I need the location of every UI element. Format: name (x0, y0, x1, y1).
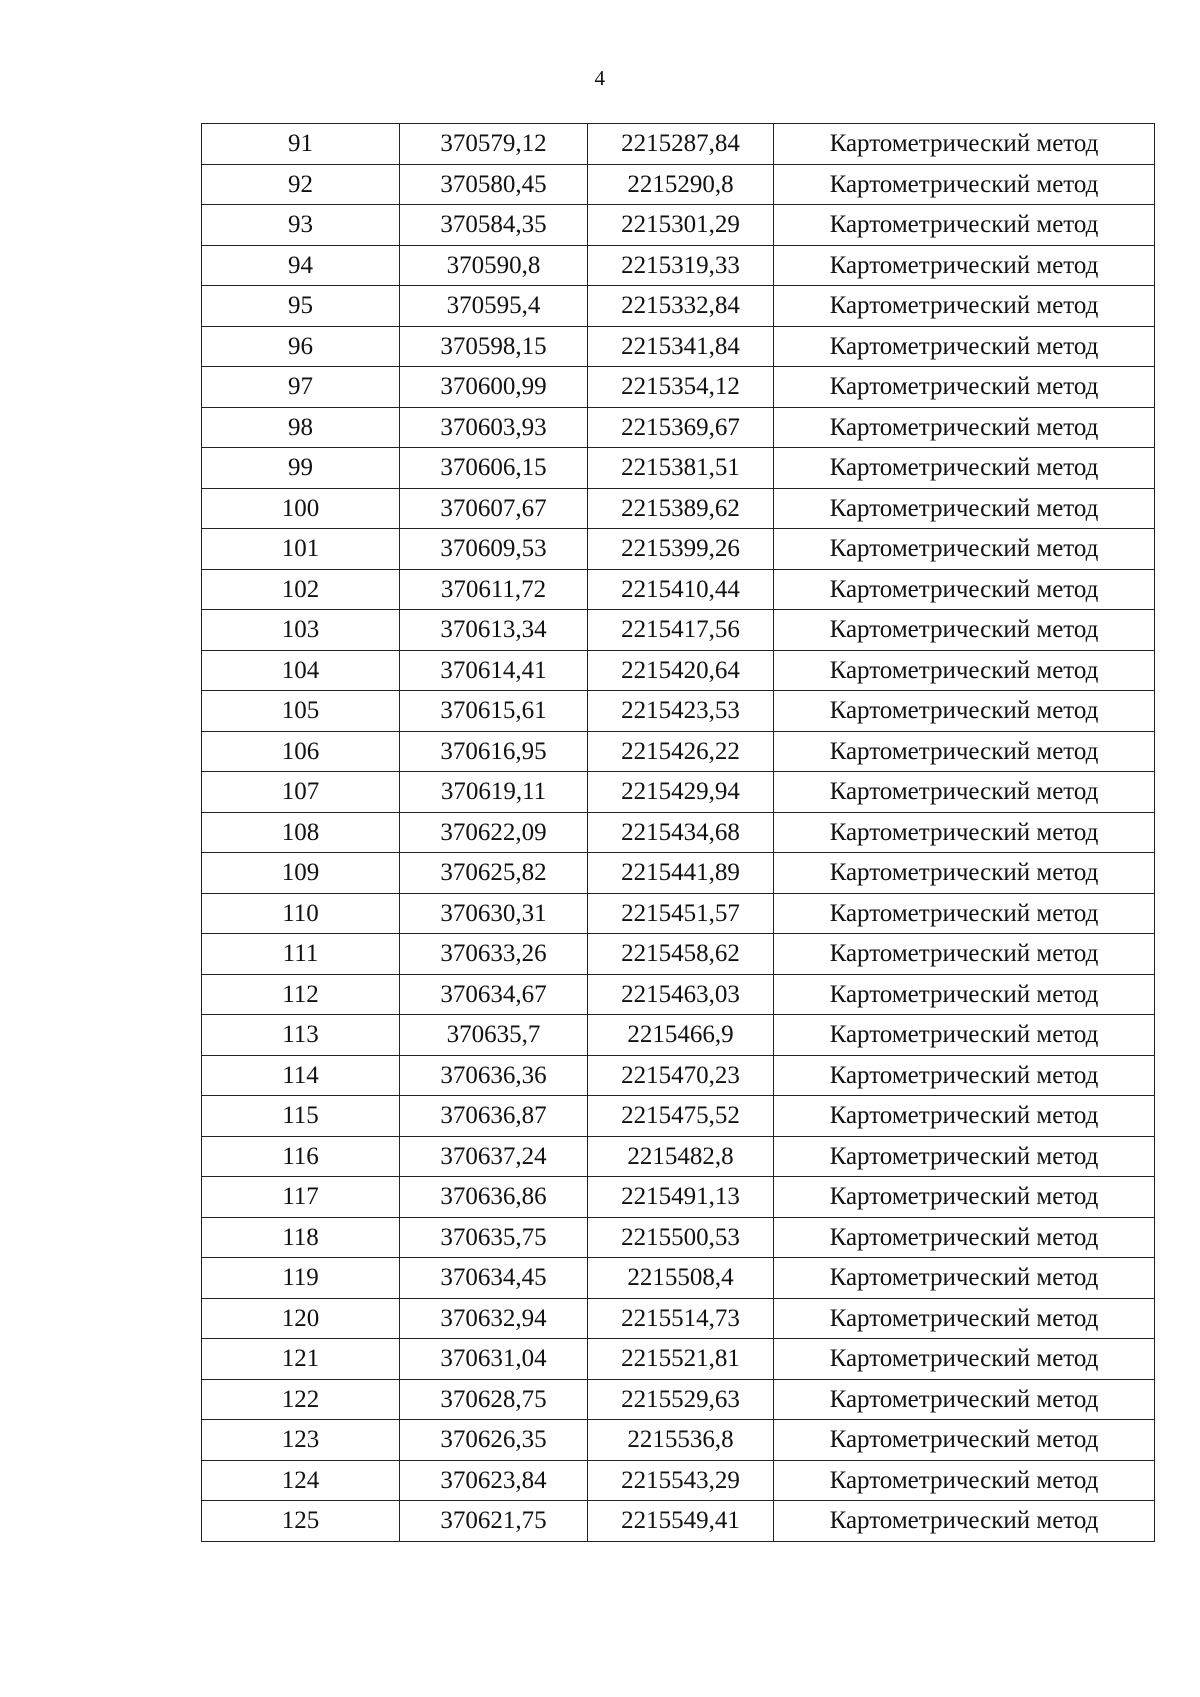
x-coordinate-cell: 370625,82 (400, 853, 588, 894)
x-coordinate-cell: 370607,67 (400, 488, 588, 529)
table-row (202, 691, 1155, 732)
x-coordinate-cell: 370616,95 (400, 731, 588, 772)
table-row (202, 286, 1155, 327)
point-number-cell: 101 (202, 529, 400, 570)
y-coordinate-cell: 2215319,33 (588, 245, 774, 286)
x-coordinate-cell: 370631,04 (400, 1339, 588, 1380)
table-row (202, 1460, 1155, 1501)
point-number-cell: 120 (202, 1298, 400, 1339)
point-number-cell: 97 (202, 367, 400, 408)
method-cell: Картометрический метод (774, 650, 1155, 691)
point-number-cell: 94 (202, 245, 400, 286)
point-number-cell: 99 (202, 448, 400, 489)
table-row (202, 1136, 1155, 1177)
x-coordinate-cell: 370632,94 (400, 1298, 588, 1339)
table-row (202, 934, 1155, 975)
table-body (202, 124, 1155, 1542)
method-cell: Картометрический метод (774, 1015, 1155, 1056)
method-cell: Картометрический метод (774, 893, 1155, 934)
table-row (202, 1420, 1155, 1461)
point-number-cell: 106 (202, 731, 400, 772)
point-number-cell: 125 (202, 1501, 400, 1542)
y-coordinate-cell: 2215536,8 (588, 1420, 774, 1461)
method-cell: Картометрический метод (774, 691, 1155, 732)
y-coordinate-cell: 2215417,56 (588, 610, 774, 651)
y-coordinate-cell: 2215549,41 (588, 1501, 774, 1542)
y-coordinate-cell: 2215287,84 (588, 124, 774, 165)
x-coordinate-cell: 370598,15 (400, 326, 588, 367)
table-row (202, 205, 1155, 246)
x-coordinate-cell: 370635,75 (400, 1217, 588, 1258)
table-row (202, 1258, 1155, 1299)
point-number-cell: 109 (202, 853, 400, 894)
method-cell: Картометрический метод (774, 731, 1155, 772)
x-coordinate-cell: 370579,12 (400, 124, 588, 165)
y-coordinate-cell: 2215466,9 (588, 1015, 774, 1056)
y-coordinate-cell: 2215332,84 (588, 286, 774, 327)
y-coordinate-cell: 2215301,29 (588, 205, 774, 246)
y-coordinate-cell: 2215463,03 (588, 974, 774, 1015)
method-cell: Картометрический метод (774, 407, 1155, 448)
point-number-cell: 122 (202, 1379, 400, 1420)
y-coordinate-cell: 2215290,8 (588, 164, 774, 205)
y-coordinate-cell: 2215458,62 (588, 934, 774, 975)
method-cell: Картометрический метод (774, 812, 1155, 853)
method-cell: Картометрический метод (774, 1298, 1155, 1339)
point-number-cell: 123 (202, 1420, 400, 1461)
method-cell: Картометрический метод (774, 853, 1155, 894)
table-row (202, 893, 1155, 934)
x-coordinate-cell: 370614,41 (400, 650, 588, 691)
table-row (202, 853, 1155, 894)
page-number: 4 (594, 66, 606, 90)
x-coordinate-cell: 370611,72 (400, 569, 588, 610)
method-cell: Картометрический метод (774, 1055, 1155, 1096)
table-row (202, 488, 1155, 529)
y-coordinate-cell: 2215399,26 (588, 529, 774, 570)
table-row (202, 731, 1155, 772)
table-row (202, 569, 1155, 610)
method-cell: Картометрический метод (774, 1379, 1155, 1420)
point-number-cell: 104 (202, 650, 400, 691)
method-cell: Картометрический метод (774, 1460, 1155, 1501)
x-coordinate-cell: 370600,99 (400, 367, 588, 408)
method-cell: Картометрический метод (774, 488, 1155, 529)
x-coordinate-cell: 370584,35 (400, 205, 588, 246)
x-coordinate-cell: 370636,86 (400, 1177, 588, 1218)
y-coordinate-cell: 2215500,53 (588, 1217, 774, 1258)
table-row (202, 124, 1155, 165)
table-row (202, 164, 1155, 205)
method-cell: Картометрический метод (774, 934, 1155, 975)
y-coordinate-cell: 2215514,73 (588, 1298, 774, 1339)
table-row (202, 650, 1155, 691)
x-coordinate-cell: 370630,31 (400, 893, 588, 934)
x-coordinate-cell: 370595,4 (400, 286, 588, 327)
point-number-cell: 95 (202, 286, 400, 327)
y-coordinate-cell: 2215426,22 (588, 731, 774, 772)
point-number-cell: 108 (202, 812, 400, 853)
y-coordinate-cell: 2215429,94 (588, 772, 774, 813)
point-number-cell: 114 (202, 1055, 400, 1096)
y-coordinate-cell: 2215508,4 (588, 1258, 774, 1299)
point-number-cell: 124 (202, 1460, 400, 1501)
table-row (202, 1177, 1155, 1218)
x-coordinate-cell: 370619,11 (400, 772, 588, 813)
table-row (202, 1096, 1155, 1137)
method-cell: Картометрический метод (774, 1420, 1155, 1461)
x-coordinate-cell: 370626,35 (400, 1420, 588, 1461)
x-coordinate-cell: 370636,87 (400, 1096, 588, 1137)
table-row (202, 1501, 1155, 1542)
point-number-cell: 107 (202, 772, 400, 813)
point-number-cell: 116 (202, 1136, 400, 1177)
x-coordinate-cell: 370609,53 (400, 529, 588, 570)
x-coordinate-cell: 370590,8 (400, 245, 588, 286)
y-coordinate-cell: 2215420,64 (588, 650, 774, 691)
method-cell: Картометрический метод (774, 1217, 1155, 1258)
table-row (202, 772, 1155, 813)
method-cell: Картометрический метод (774, 569, 1155, 610)
method-cell: Картометрический метод (774, 610, 1155, 651)
y-coordinate-cell: 2215410,44 (588, 569, 774, 610)
point-number-cell: 98 (202, 407, 400, 448)
point-number-cell: 119 (202, 1258, 400, 1299)
method-cell: Картометрический метод (774, 1339, 1155, 1380)
method-cell: Картометрический метод (774, 529, 1155, 570)
method-cell: Картометрический метод (774, 124, 1155, 165)
point-number-cell: 115 (202, 1096, 400, 1137)
y-coordinate-cell: 2215341,84 (588, 326, 774, 367)
x-coordinate-cell: 370606,15 (400, 448, 588, 489)
point-number-cell: 93 (202, 205, 400, 246)
table-row (202, 367, 1155, 408)
table-row (202, 407, 1155, 448)
y-coordinate-cell: 2215451,57 (588, 893, 774, 934)
y-coordinate-cell: 2215381,51 (588, 448, 774, 489)
point-number-cell: 111 (202, 934, 400, 975)
table-row (202, 448, 1155, 489)
x-coordinate-cell: 370633,26 (400, 934, 588, 975)
x-coordinate-cell: 370634,45 (400, 1258, 588, 1299)
point-number-cell: 105 (202, 691, 400, 732)
x-coordinate-cell: 370622,09 (400, 812, 588, 853)
point-number-cell: 91 (202, 124, 400, 165)
method-cell: Картометрический метод (774, 1136, 1155, 1177)
table-row (202, 1217, 1155, 1258)
point-number-cell: 100 (202, 488, 400, 529)
table-row (202, 974, 1155, 1015)
method-cell: Картометрический метод (774, 1177, 1155, 1218)
x-coordinate-cell: 370628,75 (400, 1379, 588, 1420)
method-cell: Картометрический метод (774, 1096, 1155, 1137)
y-coordinate-cell: 2215543,29 (588, 1460, 774, 1501)
point-number-cell: 103 (202, 610, 400, 651)
y-coordinate-cell: 2215389,62 (588, 488, 774, 529)
y-coordinate-cell: 2215423,53 (588, 691, 774, 732)
x-coordinate-cell: 370613,34 (400, 610, 588, 651)
x-coordinate-cell: 370637,24 (400, 1136, 588, 1177)
method-cell: Картометрический метод (774, 205, 1155, 246)
table-row (202, 1339, 1155, 1380)
point-number-cell: 96 (202, 326, 400, 367)
table-row (202, 1379, 1155, 1420)
x-coordinate-cell: 370634,67 (400, 974, 588, 1015)
method-cell: Картометрический метод (774, 772, 1155, 813)
y-coordinate-cell: 2215434,68 (588, 812, 774, 853)
x-coordinate-cell: 370635,7 (400, 1015, 588, 1056)
table-row (202, 1015, 1155, 1056)
method-cell: Картометрический метод (774, 164, 1155, 205)
table-row (202, 245, 1155, 286)
method-cell: Картометрический метод (774, 1258, 1155, 1299)
point-number-cell: 113 (202, 1015, 400, 1056)
coordinates-table (201, 123, 1155, 1542)
point-number-cell: 117 (202, 1177, 400, 1218)
method-cell: Картометрический метод (774, 448, 1155, 489)
method-cell: Картометрический метод (774, 367, 1155, 408)
table-row (202, 529, 1155, 570)
y-coordinate-cell: 2215475,52 (588, 1096, 774, 1137)
table-row (202, 1298, 1155, 1339)
table-row (202, 610, 1155, 651)
y-coordinate-cell: 2215521,81 (588, 1339, 774, 1380)
y-coordinate-cell: 2215354,12 (588, 367, 774, 408)
y-coordinate-cell: 2215441,89 (588, 853, 774, 894)
method-cell: Картометрический метод (774, 1501, 1155, 1542)
table-row (202, 326, 1155, 367)
method-cell: Картометрический метод (774, 974, 1155, 1015)
y-coordinate-cell: 2215470,23 (588, 1055, 774, 1096)
y-coordinate-cell: 2215369,67 (588, 407, 774, 448)
x-coordinate-cell: 370580,45 (400, 164, 588, 205)
x-coordinate-cell: 370636,36 (400, 1055, 588, 1096)
point-number-cell: 92 (202, 164, 400, 205)
point-number-cell: 102 (202, 569, 400, 610)
point-number-cell: 118 (202, 1217, 400, 1258)
method-cell: Картометрический метод (774, 286, 1155, 327)
x-coordinate-cell: 370615,61 (400, 691, 588, 732)
x-coordinate-cell: 370603,93 (400, 407, 588, 448)
x-coordinate-cell: 370621,75 (400, 1501, 588, 1542)
point-number-cell: 110 (202, 893, 400, 934)
point-number-cell: 121 (202, 1339, 400, 1380)
point-number-cell: 112 (202, 974, 400, 1015)
y-coordinate-cell: 2215482,8 (588, 1136, 774, 1177)
y-coordinate-cell: 2215529,63 (588, 1379, 774, 1420)
y-coordinate-cell: 2215491,13 (588, 1177, 774, 1218)
method-cell: Картометрический метод (774, 245, 1155, 286)
method-cell: Картометрический метод (774, 326, 1155, 367)
table-row (202, 812, 1155, 853)
table-row (202, 1055, 1155, 1096)
x-coordinate-cell: 370623,84 (400, 1460, 588, 1501)
